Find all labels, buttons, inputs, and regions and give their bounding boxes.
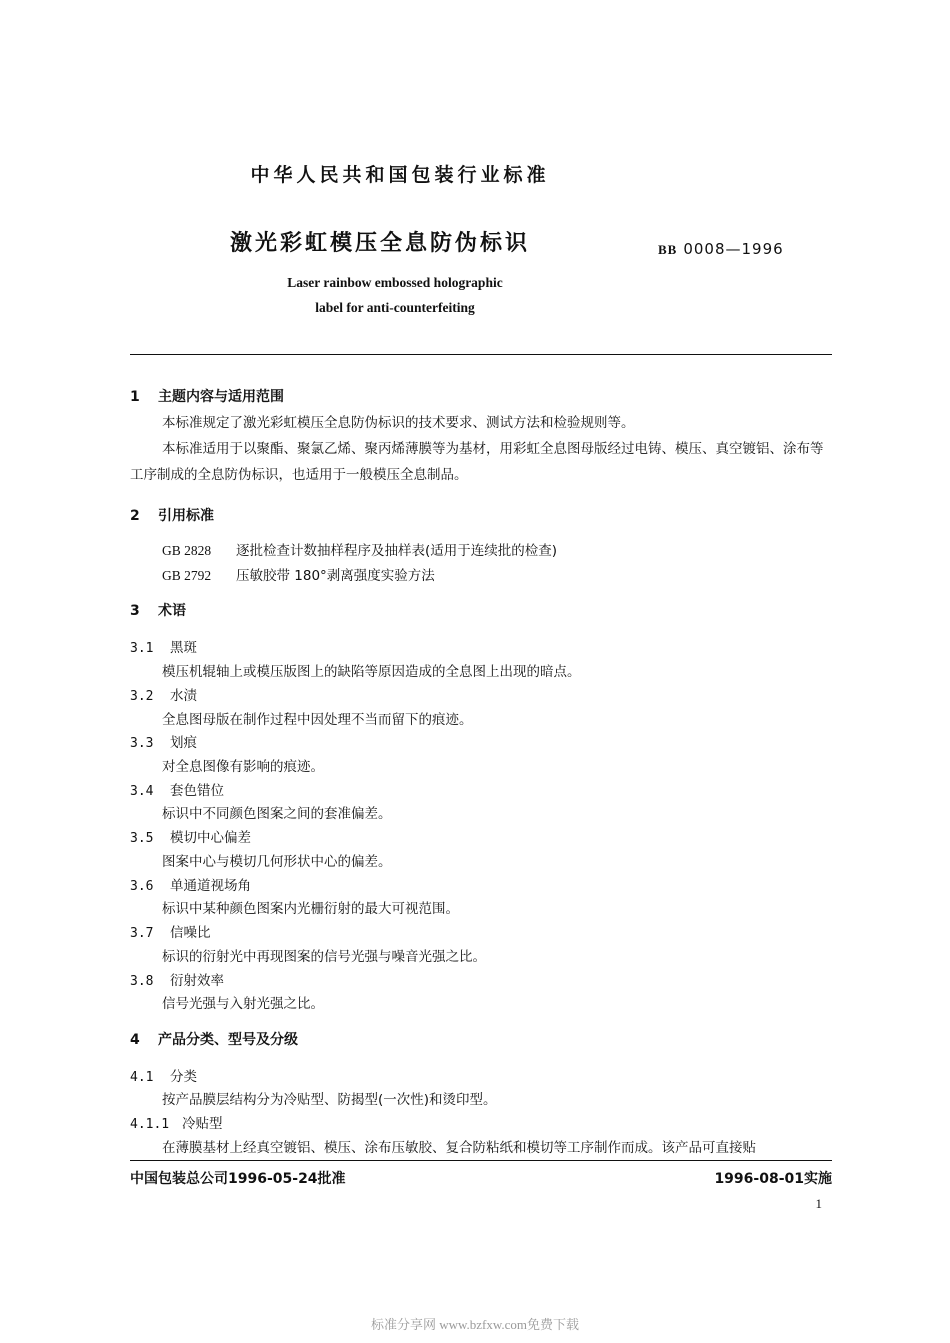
reference-code: GB 2792 bbox=[162, 568, 212, 583]
term-definition: 信号光强与入射光强之比。 bbox=[162, 996, 324, 1012]
term-number: 3.7 bbox=[130, 926, 154, 941]
term-name: 衍射效率 bbox=[170, 973, 224, 989]
term-heading bbox=[130, 969, 224, 989]
term-name: 水渍 bbox=[170, 688, 197, 704]
section-number: 1 bbox=[130, 389, 140, 405]
section-1-paragraph-1: 本标准规定了激光彩虹模压全息防伪标识的技术要求、测试方法和检验规则等。 bbox=[162, 415, 635, 431]
term-heading bbox=[130, 684, 197, 704]
footer-divider bbox=[130, 1160, 832, 1161]
section-number: 3 bbox=[130, 603, 140, 619]
term-number: 3.1 bbox=[130, 641, 154, 656]
subsection-title: 冷贴型 bbox=[182, 1116, 223, 1132]
reference-title: 逐批检查计数抽样程序及抽样表(适用于连续批的检查) bbox=[236, 543, 558, 559]
section-1-paragraph-2: 本标准适用于以聚酯、聚氯乙烯、聚丙烯薄膜等为基材，用彩虹全息图母版经过电铸、模压、真空镀铝、涂布等工序制成的全息防伪标识，也适用于一般模压全息制品。 bbox=[130, 441, 824, 483]
subsection-text: 按产品膜层结构分为冷贴型、防揭型(一次性)和烫印型。 bbox=[162, 1092, 497, 1108]
term-definition: 标识的衍射光中再现图案的信号光强与噪音光强之比。 bbox=[162, 949, 486, 965]
page-number: 1 bbox=[815, 1196, 822, 1211]
term-heading bbox=[130, 779, 224, 799]
term-definition: 图案中心与模切几何形状中心的偏差。 bbox=[162, 854, 392, 870]
standard-code: 0008—1996 bbox=[683, 240, 784, 258]
english-title-line1: Laser rainbow embossed holographic bbox=[287, 275, 503, 290]
section-title: 引用标准 bbox=[158, 508, 214, 524]
section-title: 产品分类、型号及分级 bbox=[158, 1032, 298, 1048]
section-number: 2 bbox=[130, 508, 140, 524]
section-3-heading bbox=[130, 600, 186, 620]
term-heading bbox=[130, 636, 197, 656]
standard-number bbox=[658, 240, 784, 258]
term-name: 信噪比 bbox=[170, 925, 211, 941]
subsection-text: 在薄膜基材上经真空镀铝、模压、涂布压敏胶、复合防粘纸和模切等工序制作而成。该产品可直接贴 bbox=[162, 1140, 756, 1156]
term-definition: 标识中不同颜色图案之间的套准偏差。 bbox=[162, 806, 392, 822]
term-name: 黑斑 bbox=[170, 640, 197, 656]
english-title-line2: label for anti-counterfeiting bbox=[315, 300, 475, 315]
document-title: 激光彩虹模压全息防伪标识 bbox=[230, 231, 531, 256]
reference-title: 压敏胶带 180°剥离强度实验方法 bbox=[236, 568, 435, 584]
download-watermark[interactable]: 标准分享网 www.bzfxw.com免费下载 bbox=[370, 1317, 580, 1332]
header-divider bbox=[130, 354, 832, 355]
reference-item bbox=[162, 564, 435, 584]
subsection-heading bbox=[130, 1112, 223, 1132]
term-number: 3.3 bbox=[130, 736, 154, 751]
term-number: 3.4 bbox=[130, 784, 154, 799]
section-1-heading bbox=[130, 386, 284, 406]
standard-prefix: BB bbox=[658, 242, 678, 257]
section-title: 术语 bbox=[158, 603, 186, 619]
subsection-heading bbox=[130, 1065, 197, 1085]
approval-date: 中国包装总公司1996-05-24批准 bbox=[130, 1171, 346, 1187]
subsection-number: 4.1.1 bbox=[130, 1117, 170, 1132]
term-heading bbox=[130, 731, 197, 751]
term-definition: 对全息图像有影响的痕迹。 bbox=[162, 759, 324, 775]
term-number: 3.5 bbox=[130, 831, 154, 846]
term-name: 划痕 bbox=[170, 735, 197, 751]
reference-code: GB 2828 bbox=[162, 543, 212, 558]
section-4-heading bbox=[130, 1029, 298, 1049]
term-definition: 标识中某种颜色图案内光栅衍射的最大可视范围。 bbox=[162, 901, 459, 917]
section-2-heading bbox=[130, 505, 214, 525]
subsection-number: 4.1 bbox=[130, 1070, 154, 1085]
term-number: 3.2 bbox=[130, 689, 154, 704]
term-name: 单通道视场角 bbox=[170, 878, 251, 894]
term-definition: 全息图母版在制作过程中因处理不当而留下的痕迹。 bbox=[162, 712, 473, 728]
term-heading bbox=[130, 826, 251, 846]
subsection-title: 分类 bbox=[170, 1069, 197, 1085]
term-definition: 模压机辊轴上或模压版图上的缺陷等原因造成的全息图上出现的暗点。 bbox=[162, 664, 581, 680]
section-title: 主题内容与适用范围 bbox=[158, 389, 284, 405]
term-number: 3.8 bbox=[130, 974, 154, 989]
term-number: 3.6 bbox=[130, 879, 154, 894]
term-name: 模切中心偏差 bbox=[170, 830, 251, 846]
section-number: 4 bbox=[130, 1032, 140, 1048]
term-heading bbox=[130, 921, 211, 941]
industry-standard-title: 中华人民共和国包装行业标准 bbox=[250, 164, 550, 186]
implementation-date: 1996-08-01实施 bbox=[714, 1171, 832, 1187]
term-heading bbox=[130, 874, 251, 894]
term-name: 套色错位 bbox=[170, 783, 224, 799]
reference-item bbox=[162, 539, 557, 559]
